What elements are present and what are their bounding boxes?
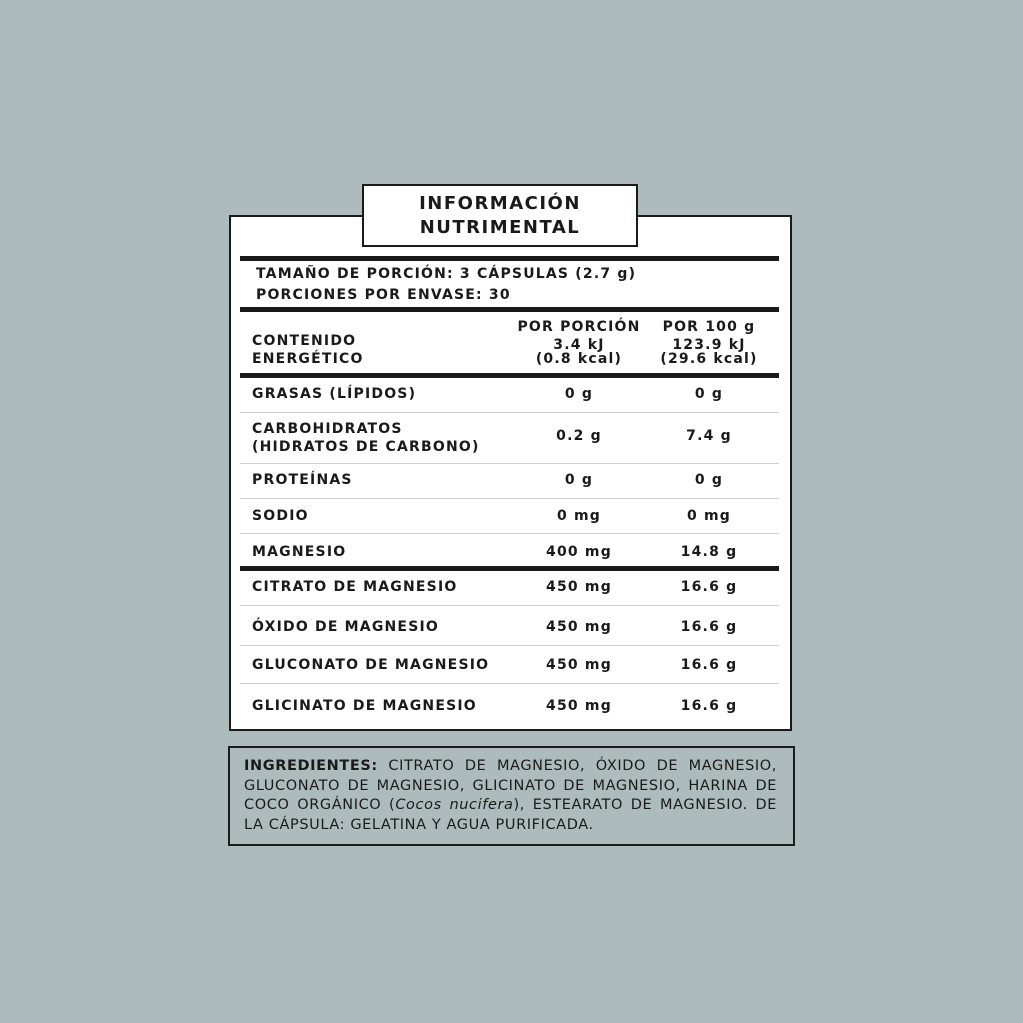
divider-thin: [240, 533, 779, 534]
energy-100g-kcal: (29.6 kcal): [660, 351, 758, 367]
title-line1: INFORMACIÓN: [419, 192, 581, 214]
serving-size: TAMAÑO DE PORCIÓN: 3 CÁPSULAS (2.7 g): [256, 266, 637, 282]
compound-portion: 450 mg: [546, 698, 612, 714]
nutrient-name: PROTEÍNAS: [252, 472, 353, 488]
compound-name: GLUCONATO DE MAGNESIO: [252, 657, 490, 673]
nutrient-name: GRASAS (LÍPIDOS): [252, 386, 417, 402]
nutrient-name: CARBOHIDRATOS: [252, 421, 403, 437]
divider-thin: [240, 498, 779, 499]
nutrition-title: [362, 184, 638, 247]
compound-per100: 16.6 g: [680, 698, 738, 714]
nutrient-portion: 0.2 g: [556, 428, 602, 444]
compound-per100: 16.6 g: [680, 579, 738, 595]
divider-thin: [240, 683, 779, 684]
divider-thin: [240, 605, 779, 606]
energy-portion-kj: 3.4 kJ: [553, 337, 605, 353]
servings-per-container: PORCIONES POR ENVASE: 30: [256, 287, 511, 303]
energy-portion-kcal: (0.8 kcal): [535, 351, 623, 367]
nutrient-portion: 0 g: [564, 472, 594, 488]
nutrient-per100: 7.4 g: [686, 428, 732, 444]
energy-label-2: ENERGÉTICO: [252, 351, 364, 367]
energy-100g-kj: 123.9 kJ: [672, 337, 746, 353]
nutrient-per100: 0 g: [694, 472, 724, 488]
nutrient-per100: 0 g: [694, 386, 724, 402]
ingredients-text: CITRATO DE MAGNESIO, ÓXIDO DE MAGNESIO, GLUCONATO DE MAGNESIO, GLICINATO DE MAGNESIO, HARINA DE COCO ORGÁNICO (: [244, 758, 777, 813]
nutrient-per100: 14.8 g: [680, 544, 738, 560]
compound-name: CITRATO DE MAGNESIO: [252, 579, 458, 595]
divider-thick: [240, 566, 779, 571]
compound-per100: 16.6 g: [680, 619, 738, 635]
divider-thick: [240, 256, 779, 261]
nutrient-name: SODIO: [252, 508, 309, 524]
nutrient-name-2: (HIDRATOS DE CARBONO): [252, 439, 480, 455]
nutrient-portion: 0 g: [564, 386, 594, 402]
nutrient-portion: 0 mg: [556, 508, 602, 524]
ingredients-scientific-name: Cocos nucifera: [395, 797, 514, 813]
compound-per100: 16.6 g: [680, 657, 738, 673]
compound-portion: 450 mg: [546, 579, 612, 595]
divider-thin: [240, 645, 779, 646]
nutrient-portion: 400 mg: [546, 544, 612, 560]
nutrient-per100: 0 mg: [686, 508, 732, 524]
compound-portion: 450 mg: [546, 619, 612, 635]
ingredients-label: INGREDIENTES:: [244, 758, 378, 774]
compound-name: ÓXIDO DE MAGNESIO: [252, 619, 439, 635]
column-header-100g: POR 100 g: [662, 319, 756, 335]
ingredients-text-2: ), ESTEARATO DE MAGNESIO. DE LA CÁPSULA: GELATINA Y AGUA PURIFICADA.: [244, 797, 777, 833]
divider-thick: [240, 373, 779, 378]
nutrient-name: MAGNESIO: [252, 544, 347, 560]
divider-thin: [240, 412, 779, 413]
compound-portion: 450 mg: [546, 657, 612, 673]
ingredients-box: [228, 746, 795, 846]
compound-name: GLICINATO DE MAGNESIO: [252, 698, 477, 714]
column-header-portion: POR PORCIÓN: [517, 319, 641, 335]
divider-thick: [240, 307, 779, 312]
title-line2: NUTRIMENTAL: [419, 216, 581, 238]
divider-thin: [240, 463, 779, 464]
energy-label: CONTENIDO: [252, 333, 357, 349]
